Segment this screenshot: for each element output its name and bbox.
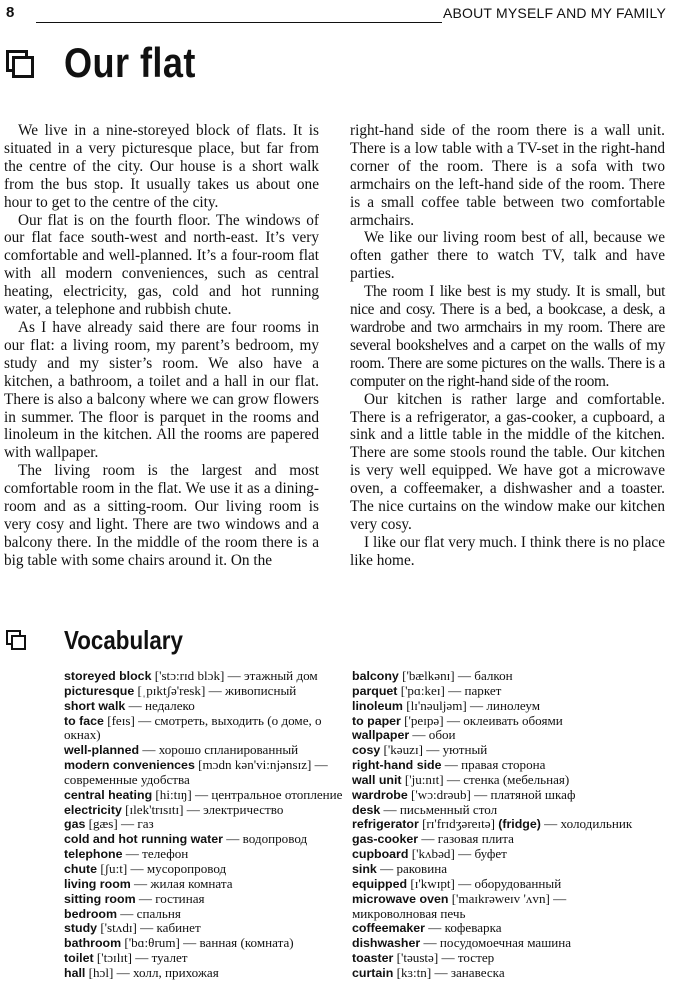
paragraph: We live in a nine-storeyed block of flats. It is situated in a very picturesque place, but far from the centre of the city. Our house is a short walk from the bus stop. It usually takes us about one hour to get to the centre of the city. [4,122,319,211]
vocabulary-translation: [lɪ'nəuljəm] — линолеум [402,697,541,713]
vocabulary-translation: — жилая комната [130,875,233,891]
page-header [6,4,666,26]
vocabulary-term: cupboard [352,847,409,862]
vocabulary-translation: ['pɑ:keɪ] — паркет [397,682,502,698]
vocabulary-translation: — посудомоечная машина [420,935,572,951]
vocabulary-term: to paper [352,713,401,728]
vocabulary-translation: ['stʌdɪ] — кабинет [97,920,201,936]
vocabulary-translation: [rɪ'frɪdʒəreɪtə] [418,816,499,832]
vocabulary-term: gas-cooker [352,832,419,847]
vocabulary-entry [352,788,634,803]
vocabulary-translation: [ɪlek'trɪsɪtɪ] — электричество [121,801,284,817]
vocabulary-entry [64,803,346,818]
vocabulary-entry [352,936,634,951]
running-head: ABOUT MYSELF AND MY FAMILY [442,5,666,21]
vocabulary-term: toilet [64,951,94,966]
vocabulary-entry [64,788,346,803]
vocabulary-translation: — водопровод [223,831,308,847]
vocabulary-translation: — письменный стол [380,801,498,817]
vocabulary-entry [64,832,346,847]
vocabulary-entry [352,803,634,818]
vocabulary-entry [64,699,346,714]
vocabulary-translation: ['maɪkrəweɪv 'ʌvn] — микроволновая печь [352,890,567,921]
vocabulary-entry [352,728,634,743]
vocabulary-entry [352,951,634,966]
vocabulary-term: living room [64,876,131,891]
vocabulary-translation: [feɪs] — смотреть, выходить (о доме, о окнах) [64,712,322,743]
vocabulary-term: dishwasher [352,936,421,951]
vocabulary-entry [64,936,346,951]
vocabulary-translation: [ʃu:t] — мусоропровод [97,860,227,876]
paragraph: right-hand side of the room there is a wall unit. There is a low table with a TV-set in the right-hand corner of the room. There is a sofa with two armchairs on the left-hand side of the room. There is a small coffee table between two comfortable armchairs. [350,122,665,229]
vocabulary-translation: [kɜ:tn] — занавеска [393,964,505,980]
vocabulary-entry [352,669,634,684]
vocabulary-term: telephone [64,847,123,862]
vocabulary-translation: ['peɪpə] — оклеивать обоями [400,712,563,728]
vocabulary-term: sink [352,861,377,876]
vocabulary-translation: — недалеко [125,697,195,713]
vocabulary-entry [352,877,634,892]
paragraph: We like our living room best of all, because we often gather there to watch TV, talk and have parties. [350,229,665,283]
vocabulary-term: cold and hot running water [64,832,224,847]
vocabulary-column-right [352,669,634,981]
vocabulary-entry [64,669,346,684]
vocabulary-entry [352,862,634,877]
vocabulary-translation: ['ju:nɪt] — стенка (мебельная) [401,771,570,787]
vocabulary-term: parquet [352,683,398,698]
vocabulary-term: right-hand side [352,758,442,773]
vocabulary-term: microwave oven [352,891,449,906]
vocabulary-translation: — хорошо спланированный [139,742,299,758]
vocabulary-term: bathroom [64,936,122,951]
vocabulary-translation: [hɔl] — холл, прихожая [85,964,219,980]
vocabulary-term: picturesque [64,683,135,698]
vocabulary-entry [64,758,346,788]
vocabulary-translation: — гостиная [135,890,205,906]
paragraph: I like our flat very much. I think there is no place like home. [350,533,665,569]
vocabulary-entry [64,847,346,862]
vocabulary-translation: ['tɔɪlɪt] — туалет [93,950,188,966]
vocabulary-term: linoleum [352,698,403,713]
page-title: Our flat [64,39,196,86]
paragraph: Our kitchen is rather large and comfortable. There is a refrigerator, a gas-cooker, a cupboard, a sink and a little table in the middle of the kitchen. There are some stools round the table. Our kitchen is very well equipped. We have got a microwave oven, a coffeemaker, a dishwasher and a toaster. The nice curtains on the window make our kitchen very cosy. [350,390,665,533]
vocabulary-term: chute [64,861,98,876]
vocabulary-entry [352,832,634,847]
vocabulary-term: storeyed block [64,669,152,683]
vocabulary-term-variant: (fridge) [498,817,541,832]
vocabulary-translation: — правая сторона [441,757,546,773]
vocabulary-entry [352,699,634,714]
vocabulary-entry [64,951,346,966]
vocabulary-term: refrigerator [352,817,419,832]
vocabulary-entry [352,714,634,729]
vocabulary-term: to face [64,713,104,728]
vocabulary-term: gas [64,817,86,832]
vocabulary-term: curtain [352,965,394,980]
vocabulary-term: sitting room [64,891,136,906]
page-number: 8 [6,4,15,21]
vocabulary-entry [64,921,346,936]
vocabulary-entry [64,684,346,699]
paragraph: The living room is the largest and most comfortable room in the flat. We use it as a dining-room and as a sitting-room. Our living room is very cosy and light. There are two windows and a balcony there. In the middle of the room there is a big table with some chairs around it. On the [4,462,319,569]
vocabulary-entry [352,758,634,773]
vocabulary-column-left [64,669,346,981]
vocabulary-translation: ['təustə] — тостер [393,950,495,966]
vocabulary-entry [64,817,346,832]
vocabulary-translation: ['kʌbəd] — буфет [408,846,507,862]
vocabulary-term: short walk [64,698,126,713]
vocabulary-translation: ['bɑ:θrum] — ванная (комната) [121,935,294,951]
vocabulary-entry [64,966,346,981]
vocabulary-translation: [ɪ'kwɪpt] — оборудованный [407,875,562,891]
vocabulary-entry [352,773,634,788]
vocabulary-entry [352,743,634,758]
vocabulary-term: hall [64,965,86,980]
vocabulary-translation: — холодильник [540,816,633,832]
text-column-right [350,122,665,570]
vocabulary-term: wall unit [352,772,402,787]
vocabulary-entry [64,862,346,877]
vocabulary-entry [352,966,634,981]
paragraph: As I have already said there are four rooms in our flat: a living room, my parent’s bedroom, my study and my sister’s room. We also have a kitchen, a bathroom, a toilet and a hall in our flat. There is also a balcony where we can grow flowers in summer. The floor is parquet in the rooms and linoleum in the kitchen. All the rooms are papered with wallpaper. [4,318,319,462]
vocabulary-translation: — спальня [117,905,181,921]
vocabulary-translation: — раковина [376,860,448,876]
vocabulary-entry [64,743,346,758]
vocabulary-term: equipped [352,876,408,891]
vocabulary-term: toaster [352,951,394,966]
vocabulary-translation: — кофеварка [425,920,502,936]
vocabulary-term: wallpaper [352,728,410,743]
vocabulary-term: modern conveniences [64,758,195,773]
vocabulary-term: desk [352,802,381,817]
text-column-left [4,122,319,570]
vocabulary-translation: [mɔdn kən'vi:njənsɪz] — современные удобства [64,757,328,787]
vocabulary-term: coffeemaker [352,921,426,936]
vocabulary-translation: ['wɔ:drəub] — платяной шкаф [407,786,576,802]
vocabulary-term: balcony [352,669,399,683]
vocabulary-square-icon [6,630,26,650]
vocabulary-entry [352,847,634,862]
vocabulary-entry [64,877,346,892]
vocabulary-term: cosy [352,743,381,758]
header-rule [36,22,442,23]
vocabulary-term: bedroom [64,906,118,921]
vocabulary-translation: [hi:tɪŋ] — центральное отопление [152,786,343,802]
vocabulary-term: central heating [64,787,153,802]
vocabulary-entry [352,892,634,922]
paragraph: Our flat is on the fourth floor. The windows of our flat face south-west and north-east. It’s very comfortable and well-planned. It’s a four-room flat with all modern conveniences, such as central heating, electricity, gas, cold and hot running water, a telephone and rubbish chute. [4,211,319,319]
vocabulary-translation: — газовая плита [418,831,514,847]
vocabulary-entry [352,921,634,936]
vocabulary-translation: [gæs] — газ [85,816,154,832]
vocabulary-translation: ['bælkənɪ] — балкон [398,668,513,683]
vocabulary-translation: [ˌpɪktʃə'resk] — живописный [134,682,297,698]
vocabulary-translation: ['kəuzɪ] — уютный [380,742,488,758]
vocabulary-translation: — обои [409,727,456,743]
vocabulary-term: electricity [64,802,122,817]
vocabulary-entry [352,817,634,832]
vocabulary-entry [352,684,634,699]
vocabulary-translation: — телефон [122,846,189,862]
section-square-icon [6,50,34,78]
vocabulary-entry [64,907,346,922]
paragraph: The room I like best is my study. It is small, but nice and cosy. There is a bed, a bookcase, a desk, a wardrobe and two armchairs in my room. There are several bookshelves and a carpet on the walls of my room. There are some pictures on the walls. There is a computer on the right-hand side of the room. [350,283,665,390]
vocabulary-entry [64,892,346,907]
vocabulary-term: well-planned [64,743,140,758]
vocabulary-translation: ['stɔ:rɪd blɔk] — этажный дом [151,668,318,683]
vocabulary-entry [64,714,346,744]
vocabulary-term: study [64,921,98,936]
vocabulary-term: wardrobe [352,787,408,802]
vocabulary-title: Vocabulary [64,625,183,655]
